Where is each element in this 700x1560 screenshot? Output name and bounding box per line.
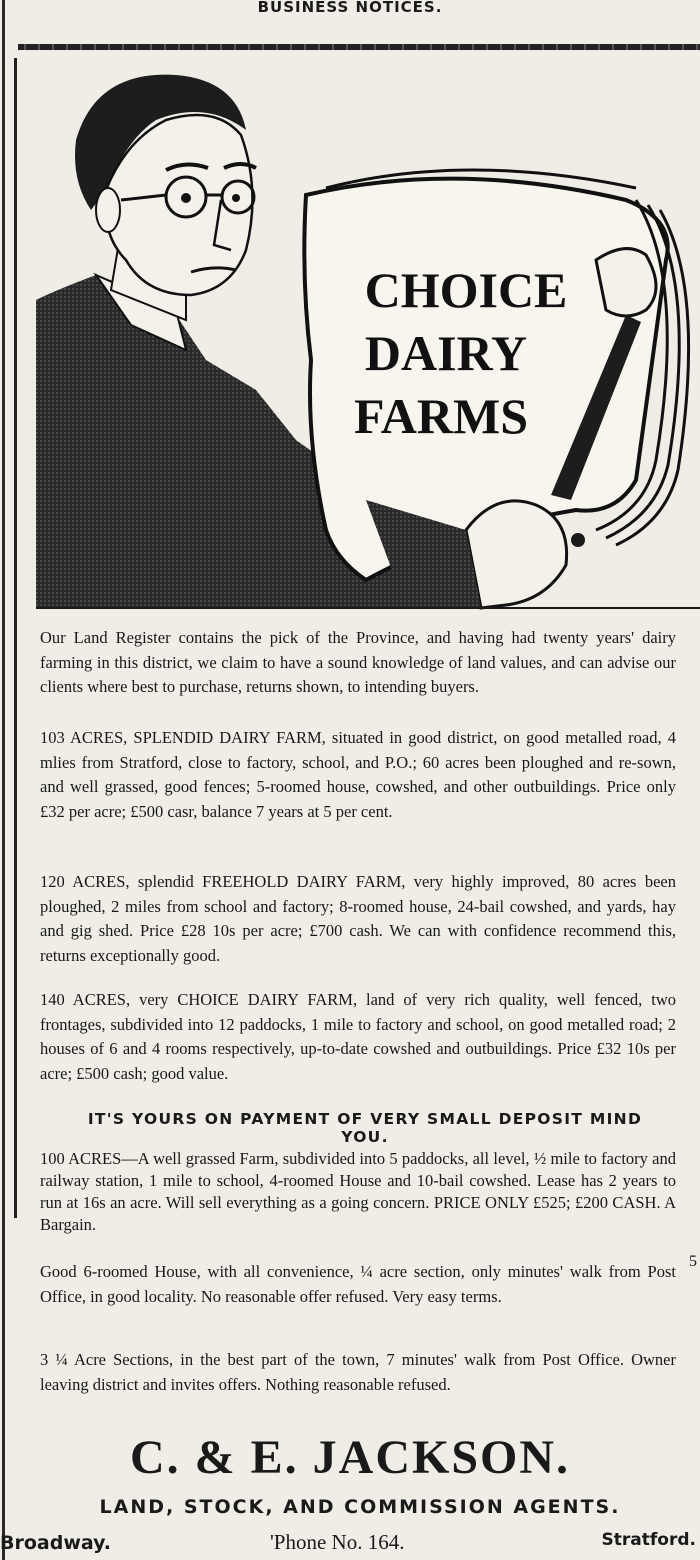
column-rule bbox=[2, 0, 5, 1560]
company-name: C. & E. JACKSON. bbox=[129, 1431, 571, 1484]
deposit-heading-line2: YOU. bbox=[341, 1128, 389, 1146]
man-holding-scroll-illustration bbox=[36, 60, 700, 620]
intro-paragraph: Our Land Register contains the pick of the Province, and having had twenty years' dairy farming in this district, we claim to have a sound knowledge of land values, and can advise our clients where best to purchase, returns shown, to intending buyers. bbox=[40, 628, 676, 696]
footer-town: Stratford. bbox=[601, 1530, 696, 1550]
listing-120-acres: 120 ACRES, splendid FREEHOLD DAIRY FARM, very highly improved, 80 acres been ploughed, 2 miles from school and factory; 8-roomed house, 24-bail cowshed, and yards, hay and gig shed. Price £28 10s per acre; £700 cash. We can with confidence recommend this, returns exceptionally good. bbox=[40, 872, 676, 965]
listing-100-acres: 100 ACRES—A well grassed Farm, subdivided into 5 paddocks, all level, ½ mile to factory and railway station, 1 mile to school, 4-roomed House and 10-bail cowshed. Lease has 2 years to run at 16s an acre. Will sell everything as a going concern. PRICE ONLY £525; £200 CASH. A Bargain. bbox=[40, 1149, 676, 1234]
listing-sections: 3 ¼ Acre Sections, in the best part of the town, 7 minutes' walk from Post Office. Owner leaving district and invites offers. Nothing reasonable refused. bbox=[40, 1350, 676, 1394]
header-rule bbox=[18, 44, 700, 50]
footer-address: Broadway. bbox=[0, 1532, 111, 1554]
section-header: BUSINESS NOTICES. bbox=[257, 0, 443, 16]
footer-phone: 'Phone No. 164. bbox=[270, 1530, 405, 1554]
listing-house: Good 6-roomed House, with all convenience, ¼ acre section, only minutes' walk from Post Office, in good locality. No reasonable offer refused. Very easy terms. bbox=[40, 1262, 676, 1306]
scroll-headline-dairy: DAIRY bbox=[364, 325, 528, 381]
listing-103-acres: 103 ACRES, SPLENDID DAIRY FARM, situated in good district, on good metalled road, 4 mlies from Stratford, close to factory, school, and P.O.; 60 acres been ploughed and re-sown, and well grassed, good fences; 5-roomed house, cowshed, and other outbuildings. Price only £32 per acre; £500 casr, balance 7 years at 5 per cent. bbox=[40, 728, 676, 821]
deposit-heading-line1: IT'S YOURS ON PAYMENT OF VERY SMALL DEPOSIT MIND bbox=[87, 1110, 643, 1128]
scroll-headline-choice: CHOICE bbox=[364, 262, 568, 318]
box-border bbox=[14, 58, 17, 1218]
listing-140-acres: 140 ACRES, very CHOICE DAIRY FARM, land of very rich quality, well fenced, two frontages, subdivided into 12 paddocks, 1 mile to factory and school, on good metalled road; 2 houses of 6 and 4 rooms respectively, up-to-date cowshed and outbuildings. Price £32 10s per acre; £500 cash; good value. bbox=[40, 990, 676, 1083]
scroll-headline-farms: FARMS bbox=[353, 388, 529, 444]
company-tagline: LAND, STOCK, AND COMMISSION AGENTS. bbox=[99, 1496, 621, 1518]
margin-mark: 5 bbox=[689, 1253, 697, 1270]
